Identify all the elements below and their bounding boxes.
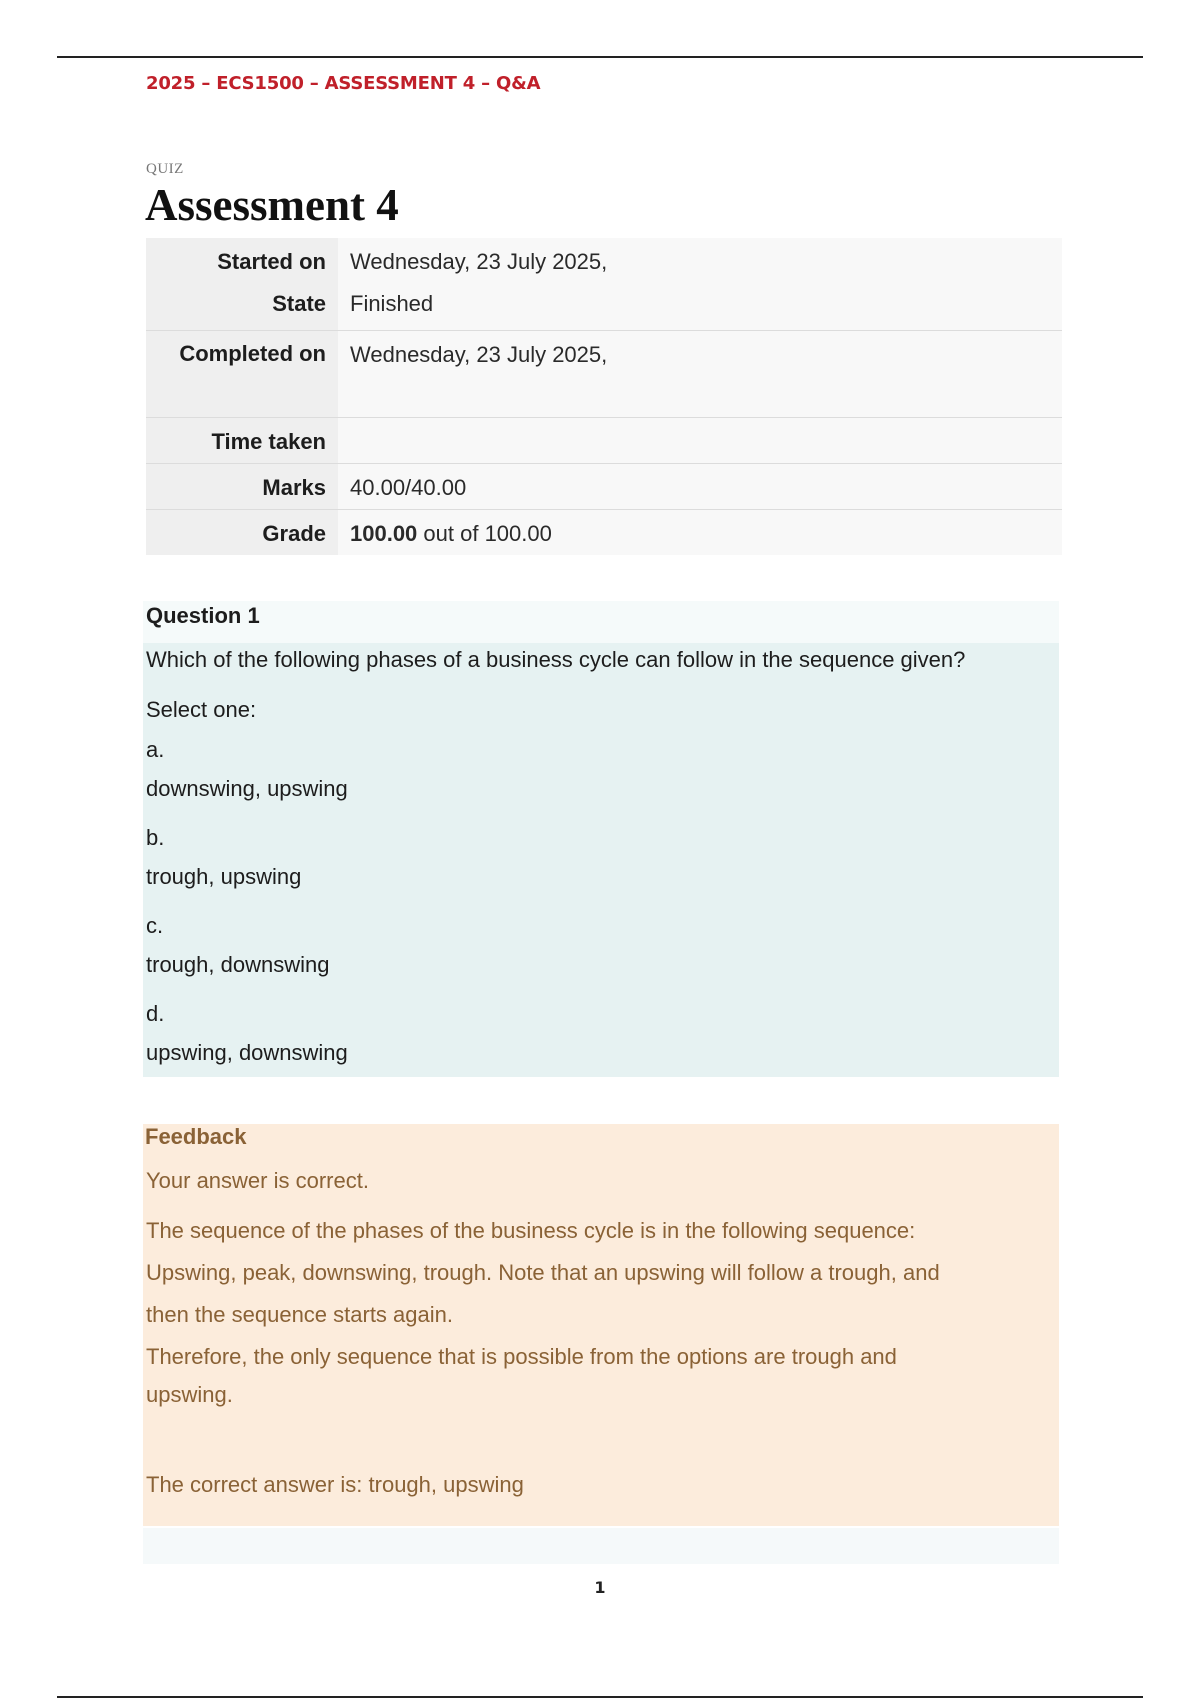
started-on-value: Wednesday, 23 July 2025, bbox=[338, 238, 1062, 284]
question-number: Question 1 bbox=[143, 601, 1059, 643]
grade-score: 100.00 bbox=[350, 520, 418, 546]
time-taken-value bbox=[338, 417, 1062, 463]
option-text: downswing, upswing bbox=[146, 776, 348, 801]
option-c[interactable] bbox=[146, 911, 1056, 983]
option-letter: d. bbox=[146, 1001, 165, 1026]
summary-row-grade bbox=[146, 509, 1062, 555]
grade-label: Grade bbox=[146, 509, 338, 555]
option-text: trough, upswing bbox=[146, 864, 302, 889]
feedback-heading: Feedback bbox=[145, 1124, 247, 1149]
document-header: 2025 – ECS1500 – ASSESSMENT 4 – Q&A bbox=[146, 73, 541, 94]
question-body bbox=[143, 643, 1059, 1077]
explanation-line: then the sequence starts again. bbox=[146, 1302, 453, 1327]
option-letter: a. bbox=[146, 737, 165, 762]
option-letter: b. bbox=[146, 825, 165, 850]
explanation-line: The sequence of the phases of the business cycle is in the following sequence: bbox=[146, 1218, 916, 1243]
feedback-panel bbox=[143, 1124, 1059, 1526]
option-letter: c. bbox=[146, 913, 164, 938]
bottom-rule bbox=[57, 1696, 1143, 1698]
explanation-line: upswing. bbox=[146, 1382, 233, 1407]
completed-on-label: Completed on bbox=[146, 330, 338, 417]
attempt-summary-table bbox=[146, 238, 1062, 555]
started-on-label: Started on bbox=[146, 238, 338, 284]
feedback-status: Your answer is correct. bbox=[146, 1168, 369, 1193]
option-b[interactable] bbox=[146, 823, 1056, 895]
explanation-line: Upswing, peak, downswing, trough. Note that an upswing will follow a trough, and bbox=[146, 1260, 940, 1285]
option-d[interactable] bbox=[146, 999, 1056, 1071]
summary-row-state bbox=[146, 284, 1062, 330]
grade-value bbox=[338, 509, 1062, 555]
question-text: Which of the following phases of a business cycle can follow in the sequence given? bbox=[146, 647, 966, 672]
page-title: Assessment 4 bbox=[145, 180, 399, 230]
marks-value: 40.00/40.00 bbox=[338, 463, 1062, 509]
state-value: Finished bbox=[338, 284, 1062, 330]
page-number: 1 bbox=[594, 1578, 606, 1597]
quiz-label: QUIZ bbox=[146, 161, 184, 177]
option-a[interactable] bbox=[146, 735, 1056, 807]
option-text: upswing, downswing bbox=[146, 1040, 348, 1065]
summary-row-marks bbox=[146, 463, 1062, 509]
marks-label: Marks bbox=[146, 463, 338, 509]
time-taken-label: Time taken bbox=[146, 417, 338, 463]
feedback-explanation bbox=[143, 1210, 1059, 1412]
completed-on-value: Wednesday, 23 July 2025, bbox=[338, 330, 1062, 417]
option-text: trough, downswing bbox=[146, 952, 330, 977]
select-one-prompt: Select one: bbox=[146, 697, 257, 722]
state-label: State bbox=[146, 284, 338, 330]
grade-out-of: out of 100.00 bbox=[417, 520, 552, 546]
summary-row-completed bbox=[146, 330, 1062, 417]
correct-answer: The correct answer is: trough, upswing bbox=[146, 1472, 524, 1497]
question-footer-bar bbox=[143, 1528, 1059, 1564]
question-1 bbox=[143, 601, 1059, 1077]
summary-row-started bbox=[146, 238, 1062, 284]
explanation-line: Therefore, the only sequence that is possible from the options are trough and bbox=[146, 1344, 897, 1369]
summary-row-time-taken bbox=[146, 417, 1062, 463]
top-rule bbox=[57, 56, 1143, 58]
